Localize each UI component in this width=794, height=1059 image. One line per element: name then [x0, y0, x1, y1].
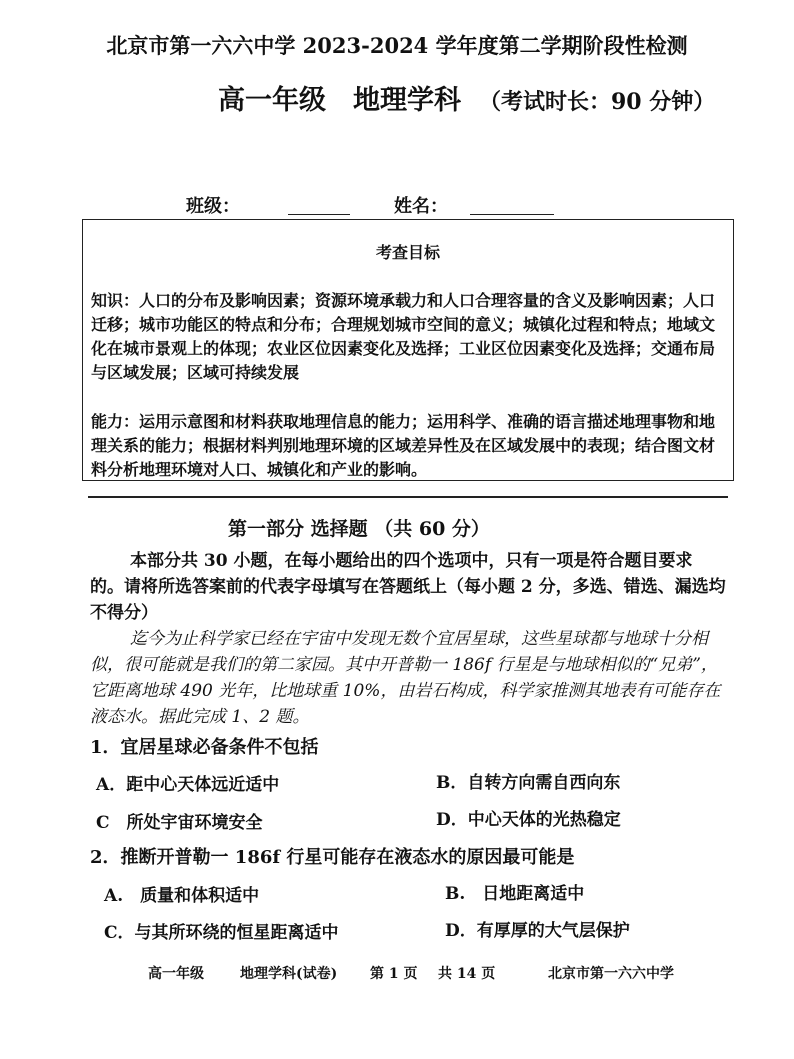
question-2-stem: 2．推断开普勒一 186f 行星可能存在液态水的原因最可能是	[90, 847, 575, 868]
footer-grade: 高一年级	[148, 966, 204, 982]
footer-school: 北京市第一六六中学	[548, 966, 674, 982]
section-divider	[88, 496, 728, 498]
grade-subject: 高一年级 地理学科	[218, 85, 461, 116]
objectives-box	[82, 219, 734, 481]
question-2-option-c[interactable]: C．与其所环绕的恒星距离适中	[104, 923, 339, 943]
name-input-line[interactable]	[470, 214, 554, 215]
question-1-option-b[interactable]: B．自转方向需自西向东	[436, 773, 621, 793]
ability-objectives: 能力：运用示意图和材料获取地理信息的能力；运用科学、准确的语言描述地理事物和地理关系的能力；根据材料判别地理环境的区域差异性及在区域发展中的表现；结合图文材料分析地理环境对人口、城镇化和产业的影响。	[91, 412, 716, 479]
footer-total-pages: 共 14 页	[438, 966, 496, 982]
class-label: 班级：	[186, 196, 240, 217]
footer-page-number: 第 1 页	[370, 966, 418, 982]
question-2-option-b[interactable]: B. 日地距离适中	[445, 884, 585, 904]
part1-instructions: 本部分共 30 小题，在每小题给出的四个选项中，只有一项是符合题目要求的。请将所选答案前的代表字母填写在答题纸上（每小题 2 分，多选、错选、漏选均不得分）	[90, 551, 726, 623]
objectives-title: 考查目标	[375, 243, 440, 262]
question-1-option-d[interactable]: D．中心天体的光热稳定	[436, 810, 621, 830]
school-title: 北京市第一六六中学 2023-2024 学年度第二学期阶段性检测	[106, 33, 688, 58]
knowledge-objectives: 知识：人口的分布及影响因素；资源环境承载力和人口合理容量的含义及影响因素；人口迁移；城市功能区的特点和分布；合理规划城市空间的意义；城镇化过程和特点；地域文化在城市景观上的体现；农业区位因素变化及选择；工业区位因素变化及选择；交通布局与区域发展；区域可持续发展	[91, 291, 716, 382]
subject-line	[218, 78, 715, 117]
question-2-option-a[interactable]: A. 质量和体积适中	[104, 886, 260, 906]
question-1-stem: 1．宜居星球必备条件不包括	[90, 737, 319, 758]
reading-passage: 迄今为止科学家已经在宇宙中发现无数个宜居星球，这些星球都与地球十分相似，很可能就是我们的第二家园。其中开普勒一 186f 行星是与地球相似的“兄弟”，它距离地球 490 光年，比地球重 10%，由岩石构成，科学家推测其地表有可能存在液态水。据此完成 1、2 题。	[90, 629, 721, 727]
part1-title: 第一部分 选择题 （共 60 分）	[228, 518, 490, 540]
class-input-line[interactable]	[288, 214, 350, 215]
footer-subject: 地理学科(试卷)	[240, 966, 338, 982]
exam-duration: （考试时长：90 分钟）	[479, 89, 716, 115]
question-1-option-a[interactable]: A．距中心天体远近适中	[96, 775, 280, 795]
question-2-option-d[interactable]: D．有厚厚的大气层保护	[445, 921, 630, 941]
question-1-option-c[interactable]: C 所处宇宙环境安全	[96, 813, 263, 833]
name-label: 姓名：	[394, 196, 448, 217]
